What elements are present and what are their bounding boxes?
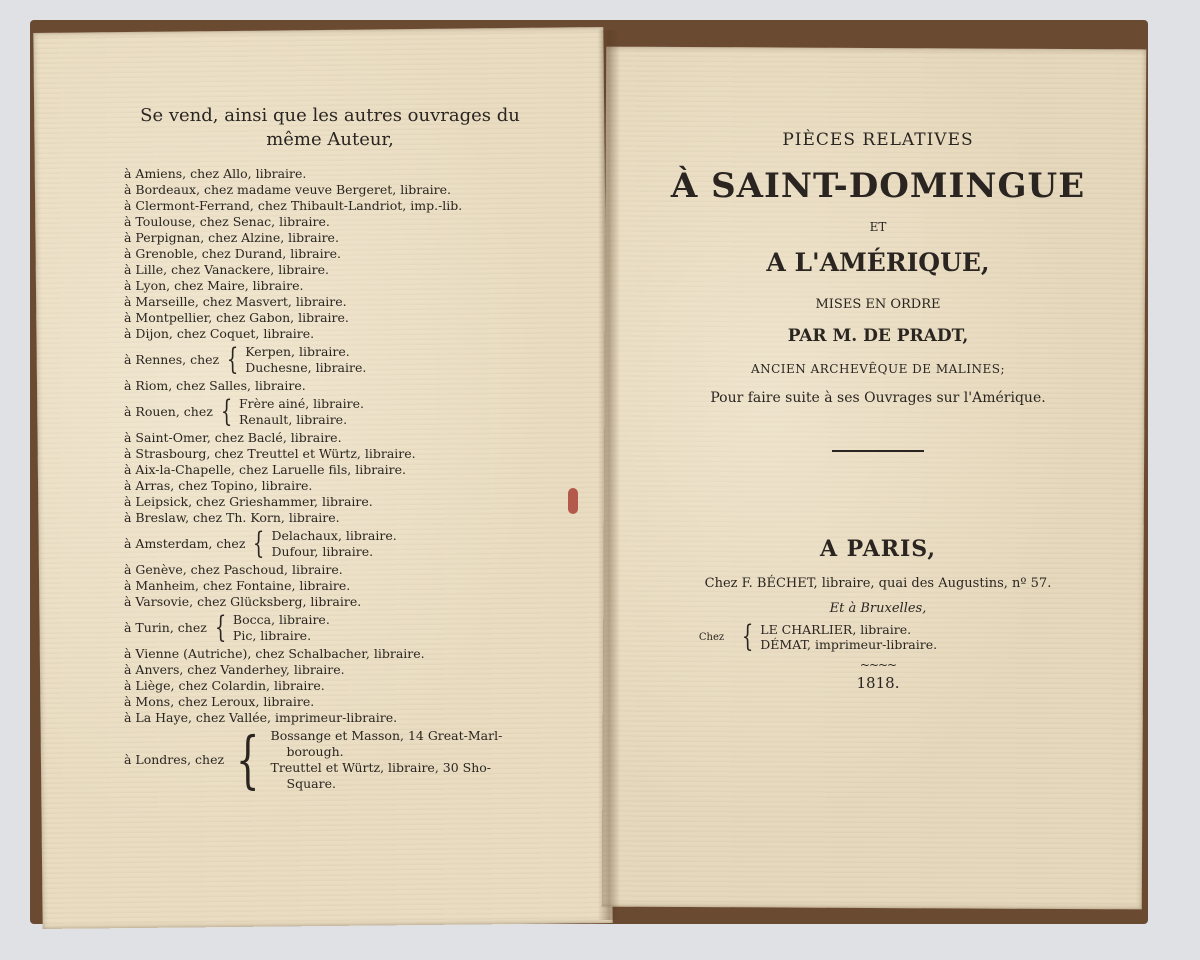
title-page [640,130,1116,692]
brace-icon: { [220,394,233,429]
subentry: Bossange et Masson, 14 Great-Marl- [270,728,503,743]
list-item: à Arras, chez Topino, libraire. [124,478,313,493]
subentry: Treuttel et Würtz, libraire, 30 Sho- [270,760,492,775]
list-item: à Varsovie, chez Glücksberg, libraire. [124,594,362,609]
subentry: Delachaux, libraire. [271,528,397,543]
author-line: PAR M. DE PRADT, [787,326,969,346]
brace-icon: { [235,723,260,796]
title-line-5: MISES EN ORDRE [815,297,941,312]
entry-amsterdam [124,528,564,560]
subentry: Square. [286,776,336,791]
heading-line-1: Se vend, ainsi que les autres ouvrages du [140,105,520,126]
imprint-publisher: Chez F. BÉCHET, libraire, quai des Augustins, nº 57. [704,576,1052,591]
entry-rouen [124,396,564,428]
entries-group-2 [124,430,564,526]
seller: LE CHARLIER, libraire. [760,622,912,637]
main-title: À SAINT-DOMINGUE [670,166,1086,206]
sublist [760,622,937,652]
subentry: Frère ainé, libraire. [238,396,364,411]
entry-prefix: à Amsterdam, chez [124,536,246,551]
subentry: Bocca, libraire. [232,612,330,627]
brace-icon: { [226,342,239,377]
sublist [233,612,330,644]
list-item: à Mons, chez Leroux, libraire. [124,694,315,709]
list-item: à Leipsick, chez Grieshammer, libraire. [124,494,373,509]
subentry: Kerpen, libraire. [245,344,350,359]
entries-group-1 [124,166,564,342]
entry-riom: à Riom, chez Salles, libraire. [124,378,306,393]
brace-icon: { [253,526,265,561]
left-page-heading [120,104,540,152]
sublist [239,396,364,428]
list-item: à Dijon, chez Coquet, libraire. [124,326,315,341]
list-item: à Genève, chez Paschoud, libraire. [124,562,343,577]
chez-label: Chez [698,631,725,643]
subentry: Renault, libraire. [238,412,348,427]
list-item: à Clermont-Ferrand, chez Thibault-Landriot, imp.-lib. [124,198,463,213]
list-item: à Saint-Omer, chez Baclé, libraire. [124,430,342,445]
list-item: à Perpignan, chez Alzine, libraire. [124,230,339,245]
subentry: Duchesne, libraire. [245,360,367,375]
list-item: à Aix-la-Chapelle, chez Laruelle fils, libraire. [124,462,407,477]
author-title: ANCIEN ARCHEVÊQUE DE MALINES; [750,362,1006,376]
red-stain-mark [568,488,578,514]
sublist [272,528,397,560]
ornament: ~~~~ [859,658,897,672]
subtitle-line: Pour faire suite à ses Ouvrages sur l'Amérique. [710,390,1046,406]
book-gutter [598,30,620,920]
entry-londres [124,723,564,796]
list-item: à Bordeaux, chez madame veuve Bergeret, libraire. [124,182,452,197]
entry-prefix: à Londres, chez [124,752,225,767]
list-item: à Montpellier, chez Gabon, libraire. [124,310,349,325]
list-item: à Manheim, chez Fontaine, libraire. [124,578,351,593]
list-item: à Liège, chez Colardin, libraire. [124,678,325,693]
list-item: à Lille, chez Vanackere, libraire. [124,262,329,277]
list-item: à Grenoble, chez Durand, libraire. [124,246,341,261]
sublist [271,728,503,792]
entry-prefix: à Turin, chez [124,620,207,635]
list-item: à Toulouse, chez Senac, libraire. [124,214,330,229]
brussels-sellers [520,619,1116,654]
bookseller-list [124,166,564,794]
entry-prefix: à Rennes, chez [124,352,220,367]
title-line-1: PIÈCES RELATIVES [782,130,974,150]
list-item: à Anvers, chez Vanderhey, libraire. [124,662,345,677]
title-line-4: A L'AMÉRIQUE, [766,248,990,277]
entry-rennes [124,344,564,376]
brace-icon: { [214,610,227,645]
list-item: à Strasbourg, chez Treuttel et Würtz, libraire. [124,446,416,461]
entries-group-4 [124,646,564,726]
divider-rule [832,450,924,452]
subentry: borough. [286,744,344,759]
list-item: à Lyon, chez Maire, libraire. [124,278,304,293]
imprint-city: A PARIS, [819,536,937,562]
list-item: à La Haye, chez Vallée, imprimeur-libraire. [124,710,398,725]
entry-turin [124,612,564,644]
subentry: Dufour, libraire. [271,544,374,559]
subentry: Pic, libraire. [232,628,312,643]
sublist [245,344,366,376]
imprint-brussels: Et à Bruxelles, [829,601,927,616]
imprint-year: 1818. [856,674,900,692]
brace-icon: { [741,619,754,654]
list-item: à Amiens, chez Allo, libraire. [124,166,307,181]
entries-group-3 [124,562,564,610]
list-item: à Breslaw, chez Th. Korn, libraire. [124,510,340,525]
seller: DÉMAT, imprimeur-libraire. [760,637,938,652]
title-conjunction: ET [869,220,887,234]
entry-prefix: à Rouen, chez [124,404,213,419]
heading-line-2: même Auteur, [266,129,394,150]
list-item: à Marseille, chez Masvert, libraire. [124,294,347,309]
list-item: à Vienne (Autriche), chez Schalbacher, libraire. [124,646,425,661]
